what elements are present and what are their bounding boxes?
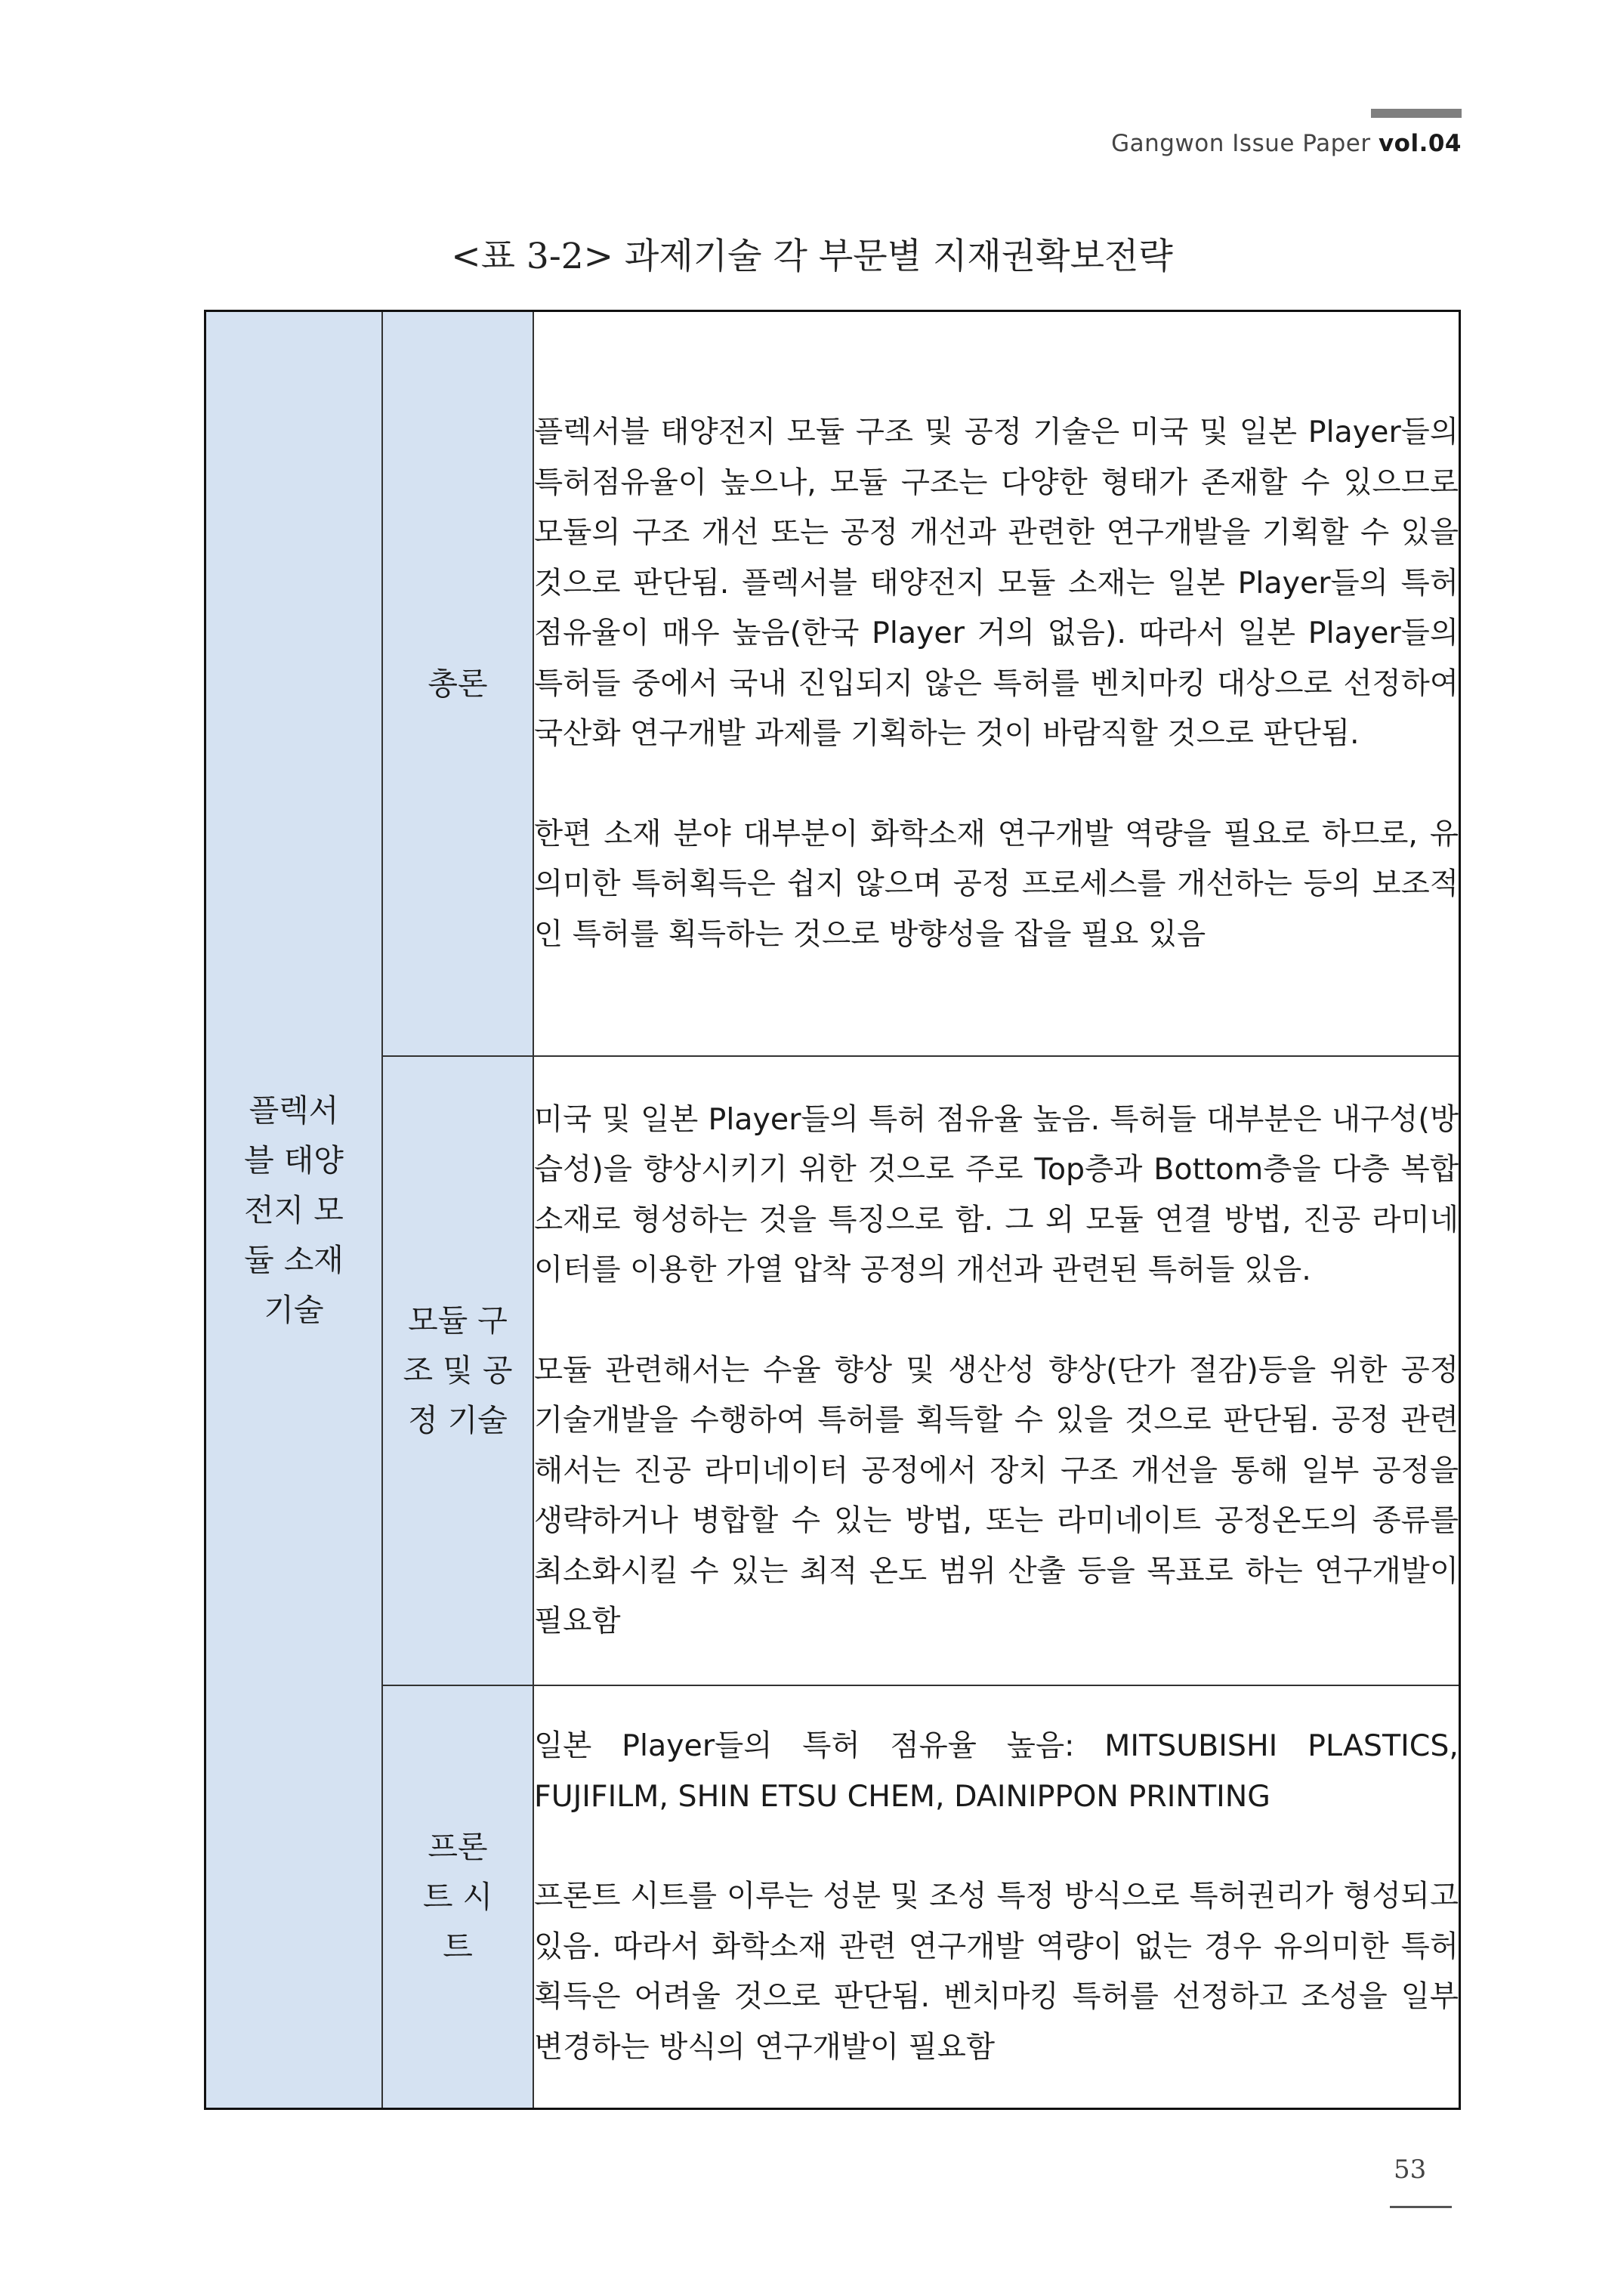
row-content-cell — [533, 1056, 1460, 1685]
publication-name: Gangwon Issue Paper — [1111, 130, 1371, 157]
row-label-cell — [382, 1056, 533, 1685]
header-accent-bar — [1371, 109, 1462, 118]
running-header — [1111, 130, 1462, 157]
row-content-cell — [533, 1685, 1460, 2109]
table-row — [205, 1056, 1460, 1685]
ip-strategy-table — [204, 310, 1461, 2110]
row-label: 프론트 시트 — [422, 1828, 493, 1965]
volume-label: vol.04 — [1378, 130, 1462, 157]
row-label: 총론 — [428, 665, 488, 702]
footer-rule — [1390, 2206, 1452, 2208]
category-cell — [205, 311, 383, 2109]
table-row — [205, 1685, 1460, 2109]
row-label-cell — [382, 1685, 533, 2109]
paragraph: 플렉서블 태양전지 모듈 구조 및 공정 기술은 미국 및 일본 Player들의 특허점유율이 높으나, 모듈 구조는 다양한 형태가 존재할 수 있으므로 모듈의 구조 개선 또는 공정 개선과 관련한 연구개발을 기획할 수 있을 것으로 판단됨. 플렉서블 태양전지 모듈 소재는 일본 Player들의 특허점유율이 매우 높음(한국 Player 거의 없음). 따라서 일본 Player들의 특허들 중에서 국내 진입되지 않은 특허를 벤치마킹 대상으로 선정하여 국산화 연구개발 과제를 기획하는 것이 바람직할 것으로 판단됨. — [534, 415, 1459, 752]
page-number: 53 — [1394, 2154, 1427, 2185]
paragraph: 한편 소재 분야 대부분이 화학소재 연구개발 역량을 필요로 하므로, 유의미한 특허획득은 쉽지 않으며 공정 프로세스를 개선하는 등의 보조적인 특허를 획득하는 것으로 방향성을 잡을 필요 있음 — [534, 816, 1459, 952]
table-caption: <표 3-2> 과제기술 각 부문별 지재권확보전략 — [451, 236, 1173, 277]
paragraph: 미국 및 일본 Player들의 특허 점유율 높음. 특허들 대부분은 내구성(방습성)을 향상시키기 위한 것으로 주로 Top층과 Bottom층을 다층 복합소재로 형성하는 것을 특징으로 함. 그 외 모듈 연결 방법, 진공 라미네이터를 이용한 가열 압착 공정의 개선과 관련된 특허들 있음. — [534, 1101, 1459, 1287]
row-label-cell — [382, 311, 533, 1056]
row-content-cell — [533, 311, 1460, 1056]
row-label: 모듈 구조 및 공정 기술 — [403, 1302, 513, 1438]
table-row — [205, 311, 1460, 1056]
paragraph: 모듈 관련해서는 수율 향상 및 생산성 향상(단가 절감)등을 위한 공정 기술개발을 수행하여 특허를 획득할 수 있을 것으로 판단됨. 공정 관련해서는 진공 라미네이터 공정에서 장치 구조 개선을 통해 일부 공정을 생략하거나 병합할 수 있는 방법, 또는 라미네이트 공정온도의 종류를 최소화시킬 수 있는 최적 온도 범위 산출 등을 목표로 하는 연구개발이 필요함 — [534, 1352, 1459, 1639]
paragraph: 일본 Player들의 특허 점유율 높음: MITSUBISHI PLASTICS, FUJIFILM, SHIN ETSU CHEM, DAINIPPON PRINTING — [534, 1728, 1459, 1814]
paragraph: 프론트 시트를 이루는 성분 및 조성 특정 방식으로 특허권리가 형성되고 있음. 따라서 화학소재 관련 연구개발 역량이 없는 경우 유의미한 특허획득은 어려울 것으로 판단됨. 벤치마킹 특허를 선정하고 조성을 일부 변경하는 방식의 연구개발이 필요함 — [534, 1879, 1459, 2065]
category-label: 플렉서블 태양전지 모듈 소재 기술 — [244, 1092, 344, 1328]
